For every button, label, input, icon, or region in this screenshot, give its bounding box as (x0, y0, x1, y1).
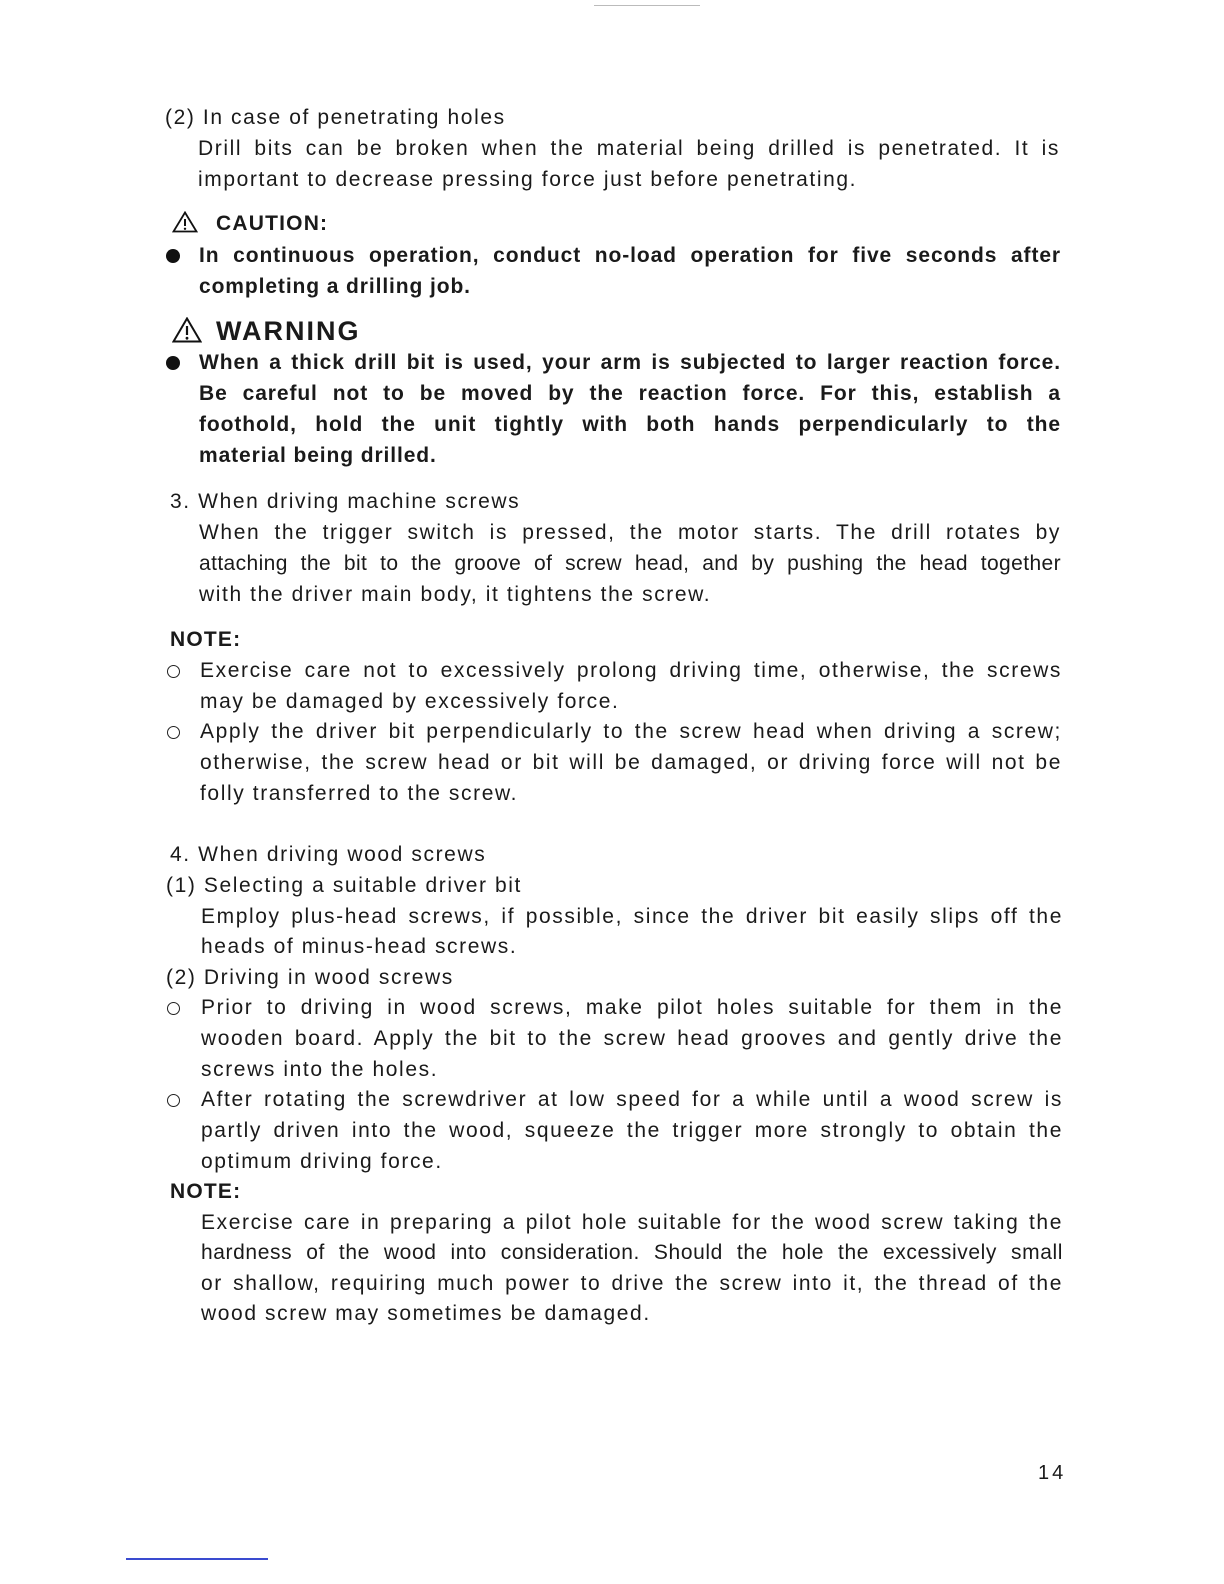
wood-screws-sub-2-heading: (2) Driving in wood screws (166, 966, 454, 989)
note-2-line-1: Exercise care in preparing a pilot hole suitable for the wood screw taking the (201, 1211, 1063, 1234)
warning-line-3: foothold, hold the unit tightly with both hands perpendicularly to the (199, 413, 1061, 436)
warning-line-4: material being drilled. (199, 444, 437, 467)
machine-screws-line-1: When the trigger switch is pressed, the motor starts. The drill rotates by (199, 521, 1061, 544)
wood-screws-heading: 4. When driving wood screws (170, 843, 487, 866)
warning-bullet (166, 356, 180, 370)
warning-line-2: Be careful not to be moved by the reaction force. For this, establish a (199, 382, 1061, 405)
machine-screws-line-2: attaching the bit to the groove of screw head, and by pushing the head together (199, 552, 1061, 575)
wood-screws-sub-1-heading: (1) Selecting a suitable driver bit (166, 874, 522, 897)
warning-title: WARNING (216, 316, 361, 346)
warning-line-1: When a thick drill bit is used, your arm is subjected to larger reaction force. (199, 351, 1061, 374)
wood-screws-item-1-line-3: screws into the holes. (201, 1058, 439, 1081)
note-1-item-2-bullet (167, 726, 180, 739)
note-2-line-3: or shallow, requiring much power to drive the screw into it, the thread of the (201, 1272, 1063, 1295)
wood-screws-item-1-line-2: wooden board. Apply the bit to the screw head grooves and gently drive the (201, 1027, 1063, 1050)
wood-screws-item-2-line-1: After rotating the screwdriver at low speed for a while until a wood screw is (201, 1088, 1063, 1111)
note-1-item-1-bullet (167, 665, 180, 678)
wood-screws-sub-1-line-1: Employ plus-head screws, if possible, since the driver bit easily slips off the (201, 905, 1063, 928)
wood-screws-item-1-line-1: Prior to driving in wood screws, make pilot holes suitable for them in the (201, 996, 1063, 1019)
note-1-item-1-line-1: Exercise care not to excessively prolong driving time, otherwise, the screws (200, 659, 1062, 682)
note-1-item-2-line-3: folly transferred to the screw. (200, 782, 519, 805)
caution-bullet (166, 249, 180, 263)
note-1-item-2-line-1: Apply the driver bit perpendicularly to the screw head when driving a screw; (200, 720, 1062, 743)
wood-screws-item-2-line-3: optimum driving force. (201, 1150, 443, 1173)
page-number: 14 (1038, 1462, 1067, 1484)
note-1-item-2-line-2: otherwise, the screw head or bit will be damaged, or driving force will not be (200, 751, 1062, 774)
note-2-title: NOTE: (170, 1180, 242, 1203)
caution-title: CAUTION: (216, 212, 329, 235)
wood-screws-item-1-bullet (167, 1002, 180, 1015)
penetrating-heading: (2) In case of penetrating holes (165, 106, 506, 129)
caution-warning-triangle-icon (172, 211, 198, 233)
wood-screws-sub-1-line-2: heads of minus-head screws. (201, 935, 518, 958)
caution-line-1: In continuous operation, conduct no-load operation for five seconds after (199, 244, 1061, 267)
warning-triangle-icon (172, 317, 202, 343)
note-2-line-4: wood screw may sometimes be damaged. (201, 1302, 651, 1325)
caution-line-2: completing a drilling job. (199, 275, 471, 298)
machine-screws-heading: 3. When driving machine screws (170, 490, 521, 513)
top-rule (594, 5, 700, 6)
wood-screws-item-2-bullet (167, 1094, 180, 1107)
note-1-item-1-line-2: may be damaged by excessively force. (200, 690, 620, 713)
note-2-line-2: hardness of the wood into consideration. Should the hole the excessively small (201, 1241, 1063, 1264)
machine-screws-line-3: with the driver main body, it tightens the screw. (199, 583, 712, 606)
bottom-rule (126, 1558, 268, 1560)
note-1-title: NOTE: (170, 628, 242, 651)
penetrating-line-2: important to decrease pressing force just before penetrating. (198, 168, 858, 191)
wood-screws-item-2-line-2: partly driven into the wood, squeeze the trigger more strongly to obtain the (201, 1119, 1063, 1142)
penetrating-line-1: Drill bits can be broken when the material being drilled is penetrated. It is (198, 137, 1060, 160)
